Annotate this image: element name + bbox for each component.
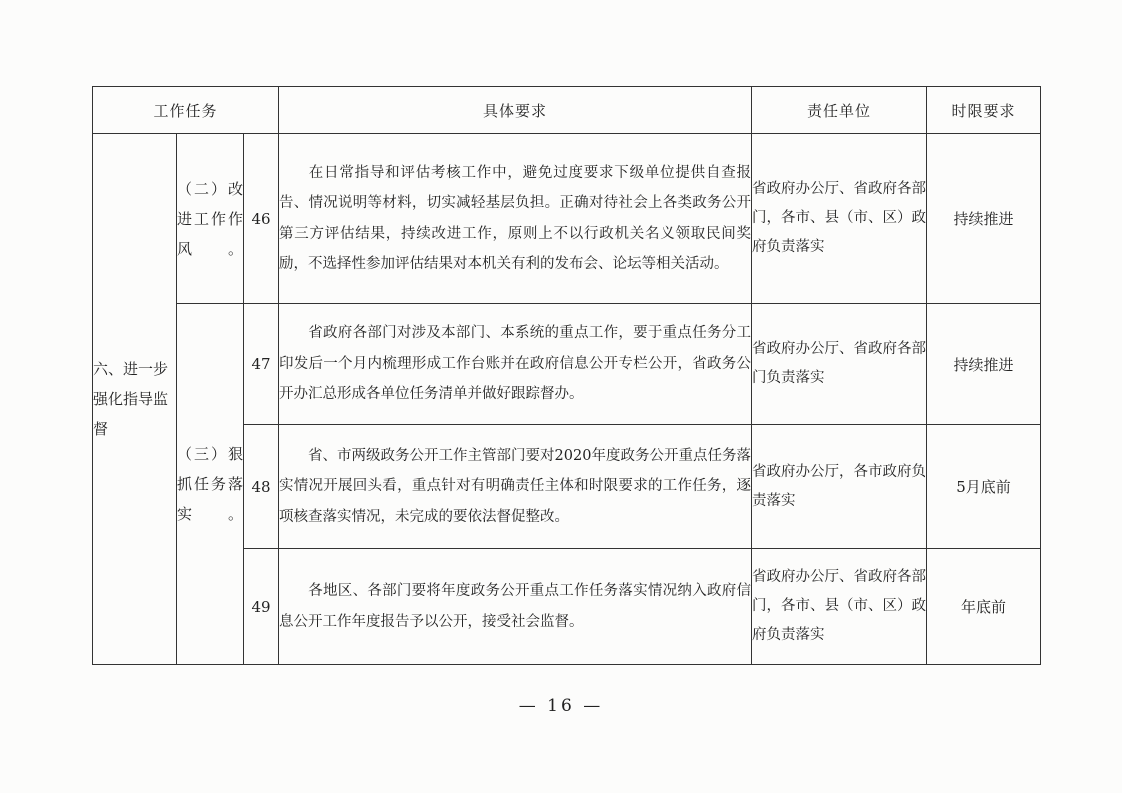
requirement-cell bbox=[279, 425, 752, 549]
deadline-cell: 5月底前 bbox=[927, 425, 1041, 549]
row-number: 48 bbox=[244, 425, 279, 549]
requirement-text: 各地区、各部门要将年度政务公开重点工作任务落实情况纳入政府信息公开工作年度报告予以公开，接受社会监督。 bbox=[279, 583, 751, 630]
page-number: — 16 — bbox=[518, 696, 604, 716]
requirement-text: 在日常指导和评估考核工作中，避免过度要求下级单位提供自查报告、情况说明等材料，切实减轻基层负担。正确对待社会上各类政务公开第三方评估结果，持续改进工作，原则上不以行政机关名义领取民间奖励，不选择性参加评估结果对本机关有利的发布会、论坛等相关活动。 bbox=[279, 164, 751, 272]
requirement-text: 省、市两级政务公开工作主管部门要对2020年度政务公开重点任务落实情况开展回头看，重点针对有明确责任主体和时限要求的工作任务，逐项核查落实情况，未完成的要依法督促整改。 bbox=[279, 447, 751, 525]
row-number: 49 bbox=[244, 549, 279, 665]
unit-cell: 省政府办公厅、省政府各部门，各市、县（市、区）政府负责落实 bbox=[752, 134, 927, 304]
deadline-cell: 持续推进 bbox=[927, 304, 1041, 425]
deadline-cell: 年底前 bbox=[927, 549, 1041, 665]
unit-cell: 省政府办公厅、省政府各部门，各市、县（市、区）政府负责落实 bbox=[752, 549, 927, 665]
header-task: 工作任务 bbox=[93, 87, 279, 134]
requirement-cell bbox=[279, 304, 752, 425]
task-table bbox=[92, 86, 1041, 665]
header-requirement: 具体要求 bbox=[279, 87, 752, 134]
table-row bbox=[93, 304, 1041, 425]
unit-cell: 省政府办公厅，各市政府负责落实 bbox=[752, 425, 927, 549]
table-header-row bbox=[93, 87, 1041, 134]
row-number: 46 bbox=[244, 134, 279, 304]
deadline-cell: 持续推进 bbox=[927, 134, 1041, 304]
subcategory-cell: （三）狠抓任务落实。 bbox=[177, 304, 244, 665]
unit-cell: 省政府办公厅、省政府各部门负责落实 bbox=[752, 304, 927, 425]
table-row bbox=[93, 134, 1041, 304]
requirement-cell bbox=[279, 134, 752, 304]
subcategory-cell: （二）改进工作作风。 bbox=[177, 134, 244, 304]
header-deadline: 时限要求 bbox=[927, 87, 1041, 134]
category-cell: 六、进一步强化指导监督 bbox=[93, 134, 177, 665]
requirement-cell bbox=[279, 549, 752, 665]
requirement-text: 省政府各部门对涉及本部门、本系统的重点工作，要于重点任务分工印发后一个月内梳理形成工作台账并在政府信息公开专栏公开，省政务公开办汇总形成各单位任务清单并做好跟踪督办。 bbox=[279, 325, 751, 403]
header-unit: 责任单位 bbox=[752, 87, 927, 134]
row-number: 47 bbox=[244, 304, 279, 425]
